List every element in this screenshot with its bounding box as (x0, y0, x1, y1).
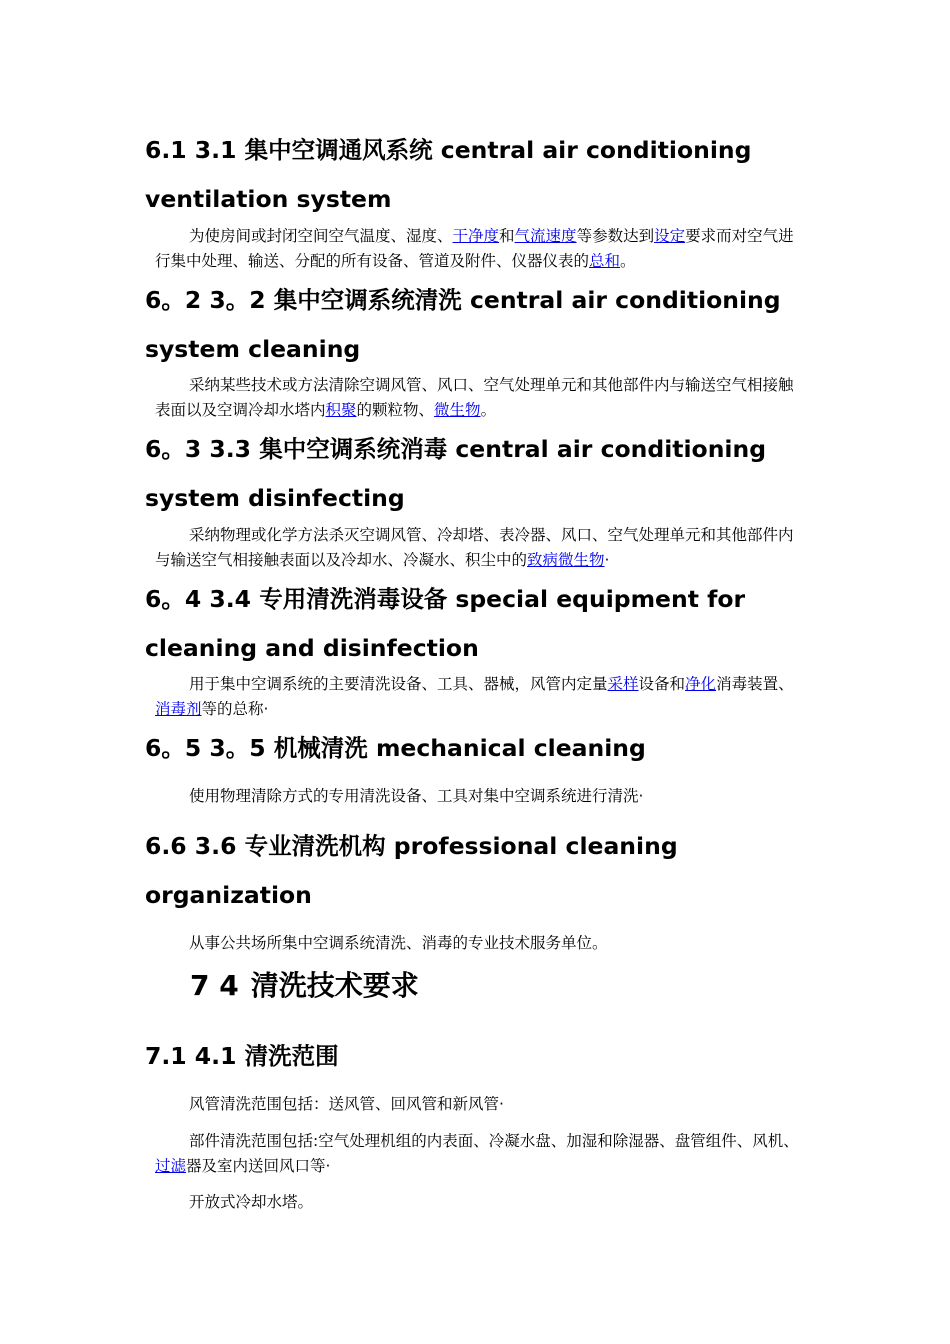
text-run: 采纳某些技术或方法清除空调风管、风口、空气处理单元和其他部件内与输送空气相接触表面以及空调冷却水塔内 (155, 376, 794, 419)
section-heading: 6。2 3。2 集中空调系统清洗 central air conditioning system cleaning (145, 286, 781, 363)
text-run: 和 (499, 227, 515, 245)
text-run: 。 (620, 251, 636, 270)
chapter-heading (190, 966, 419, 1006)
glossary-link[interactable]: 总和 (589, 251, 621, 270)
text-run: 要求而对空气进行集中处理、输送、分配的所有设备、管道及附件、仪器仪表的 (155, 227, 794, 270)
section-heading: 6。4 3.4 专用清洗消毒设备 special equipment for cleaning and disinfection (145, 585, 746, 662)
text-run: · (604, 550, 610, 569)
subsection-heading: 7.1 4.1 清洗范围 (145, 1042, 339, 1070)
text-run: 的颗粒物、 (356, 400, 435, 419)
section-body (155, 931, 800, 956)
section-heading: 6。5 3。5 机械清洗 mechanical cleaning (145, 734, 646, 762)
text-run: 用于集中空调系统的主要清洗设备、工具、器械，风管内定量 (189, 675, 608, 693)
subsection-paragraph (155, 1190, 800, 1215)
chapter-number: 7 4 (190, 969, 239, 1002)
glossary-link[interactable]: 采样 (607, 675, 639, 693)
subsection-paragraph (155, 1129, 800, 1178)
text-run: 使用物理清除方式的专用清洗设备、工具对集中空调系统进行清洗· (189, 787, 644, 805)
text-run: 为使房间或封闭空间空气温度、湿度、 (189, 227, 453, 245)
section-body (155, 784, 800, 809)
text-run: 开放式冷却水塔。 (189, 1193, 314, 1211)
subsection-paragraph (155, 1092, 800, 1117)
glossary-link[interactable]: 积聚 (325, 400, 357, 419)
glossary-link[interactable]: 过滤 (155, 1156, 187, 1175)
section-body (155, 373, 800, 422)
section-heading: 6.1 3.1 集中空调通风系统 central air conditioning ventilation system (145, 136, 752, 213)
glossary-link[interactable]: 净化 (685, 675, 717, 693)
text-run: 消毒装置、 (716, 675, 794, 693)
glossary-link[interactable]: 消毒剂 (155, 699, 202, 718)
text-run: 器及室内送回风口等· (186, 1156, 331, 1175)
section-body (155, 523, 800, 572)
glossary-link[interactable]: 干净度 (452, 227, 500, 245)
text-run: 从事公共场所集中空调系统清洗、消毒的专业技术服务单位。 (189, 934, 608, 952)
text-run: 设备和 (638, 675, 686, 693)
text-run: 等参数达到 (576, 227, 655, 245)
section-heading: 6.6 3.6 专业清洗机构 professional cleaning organization (145, 832, 678, 909)
glossary-link[interactable]: 微生物 (434, 400, 481, 419)
chapter-title: 清洗技术要求 (250, 969, 419, 1002)
text-run: 采纳物理或化学方法杀灭空调风管、冷却塔、表冷器、风口、空气处理单元和其他部件内与输送空气相接触表面以及冷却水、冷凝水、积尘中的 (155, 526, 794, 569)
text-run: 风管清洗范围包括：送风管、回风管和新风管· (189, 1095, 504, 1113)
glossary-link[interactable]: 致病微生物 (527, 550, 605, 569)
glossary-link[interactable]: 气流速度 (514, 227, 577, 245)
section-heading: 6。3 3.3 集中空调系统消毒 central air conditioning system disinfecting (145, 435, 767, 512)
section-body (155, 224, 800, 273)
text-run: 等的总称· (201, 699, 269, 718)
section-body (155, 672, 800, 721)
text-run: 部件清洗范围包括:空气处理机组的内表面、冷凝水盘、加湿和除湿器、盘管组件、风机、 (189, 1132, 799, 1150)
glossary-link[interactable]: 设定 (654, 227, 686, 245)
text-run: 。 (480, 400, 497, 419)
